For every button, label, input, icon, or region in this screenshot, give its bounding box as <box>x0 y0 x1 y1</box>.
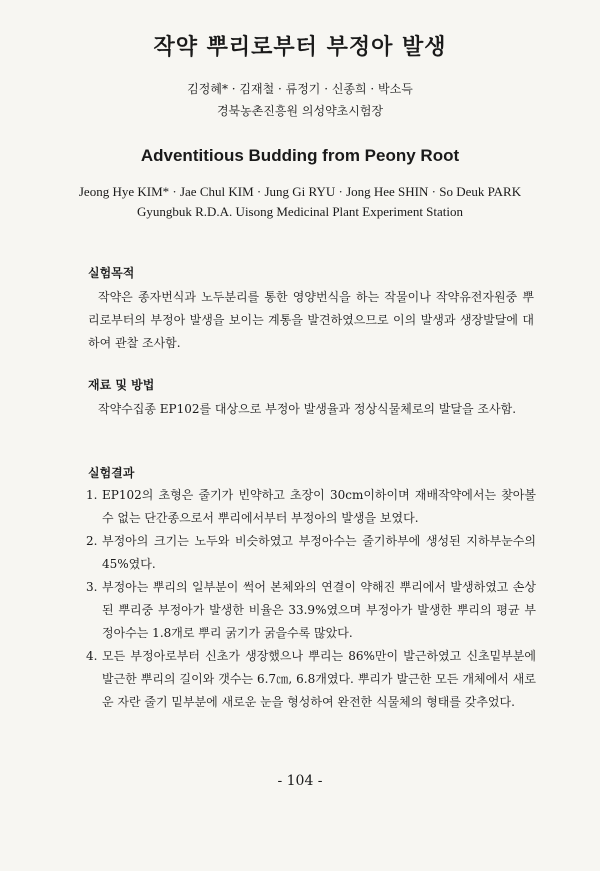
list-item <box>86 645 536 714</box>
affiliation-korean: 경북농촌진흥원 의성약초시험장 <box>216 104 384 118</box>
results-list <box>86 484 536 714</box>
page-number: - 104 - <box>277 773 323 789</box>
item-text: EP102의 초형은 줄기가 빈약하고 초장이 30cm이하이며 재배작약에서는 찾아볼 수 없는 단간종으로서 뿌리에서부터 부정아의 발생을 보였다. <box>102 488 536 525</box>
item-number: 3. <box>86 580 98 594</box>
methods-heading: 재료 및 방법 <box>88 378 155 392</box>
item-text: 부정아의 크기는 노두와 비슷하였고 부정아수는 줄기하부에 생성된 지하부눈수의 45%였다. <box>102 534 536 571</box>
affiliation-english: Gyungbuk R.D.A. Uisong Medicinal Plant Experiment Station <box>136 204 464 219</box>
methods-text: 작약수집종 EP102를 대상으로 부정아 발생율과 정상식물체로의 발달을 조사함. <box>98 402 517 416</box>
item-text: 모든 부정아로부터 신초가 생장했으나 뿌리는 86%만이 발근하였고 신초밑부분에 발근한 뿌리의 길이와 갯수는 6.7㎝, 6.8개였다. 뿌리가 발근한 모든 개체에서 새로운 자란 줄기 밑부분에 새로운 눈을 형성하여 완전한 식물체의 형태를 갖추었다. <box>102 649 536 709</box>
item-number: 2. <box>86 534 98 548</box>
item-text: 부정아는 뿌리의 일부분이 썩어 본체와의 연결이 약해진 뿌리에서 발생하였고 손상된 뿌리중 부정아가 발생한 비율은 33.9%였으며 부정아가 발생한 뿌리의 평균 부정아수는 1.8개로 뿌리 굵기가 굵을수록 많았다. <box>102 580 536 640</box>
title-korean: 작약 뿌리로부터 부정아 발생 <box>153 34 447 60</box>
item-number: 4. <box>86 649 98 663</box>
objective-text: 작약은 종자번식과 노두분리를 통한 영양번식을 하는 작물이나 작약유전자원중 뿌리로부터의 부정아 발생을 보이는 계통을 발견하였으므로 이의 발생과 생장발달에 대하여 관찰 조사함. <box>88 290 534 350</box>
title-english: Adventitious Budding from Peony Root <box>140 146 460 165</box>
item-number: 1. <box>86 488 98 502</box>
list-item <box>86 530 536 576</box>
authors-english: Jeong Hye KIM* · Jae Chul KIM · Jung Gi RYU · Jong Hee SHIN · So Deuk PARK <box>78 184 522 199</box>
list-item <box>86 576 536 645</box>
objective-heading: 실험목적 <box>88 266 135 280</box>
list-item <box>86 484 536 530</box>
authors-korean: 김정혜* · 김재철 · 류정기 · 신종희 · 박소득 <box>187 82 413 96</box>
results-heading: 실험결과 <box>88 466 135 480</box>
